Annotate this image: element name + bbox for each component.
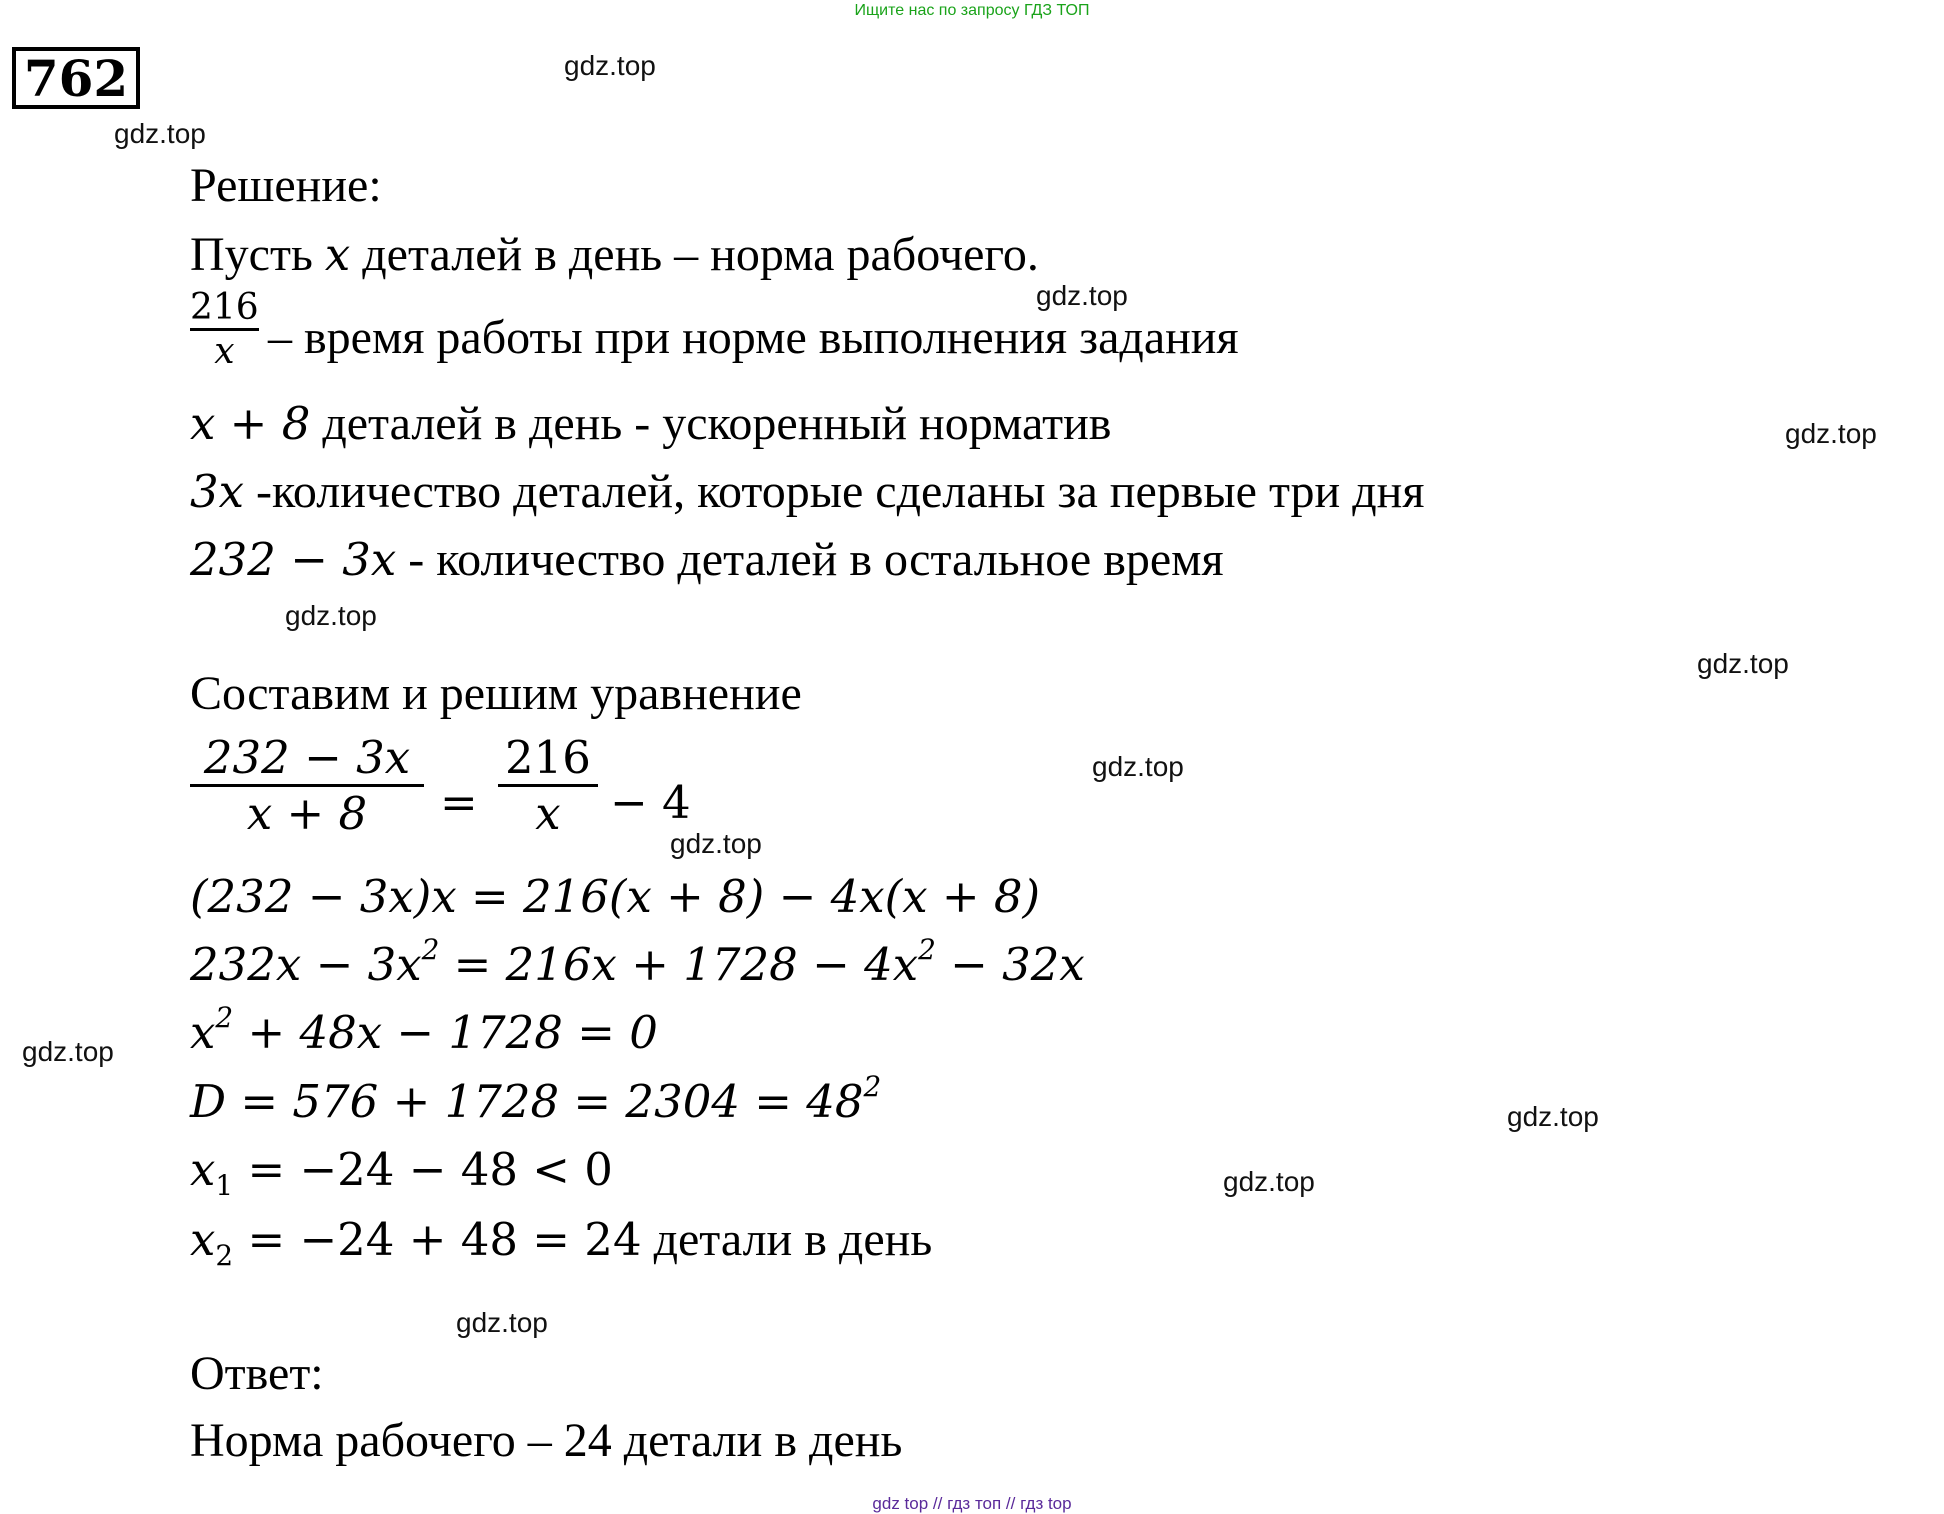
watermark: gdz.top — [285, 600, 377, 631]
answer-text: Норма рабочего – 24 детали в день — [190, 1414, 903, 1467]
watermark: gdz.top — [1092, 751, 1184, 782]
watermark: gdz.top — [22, 1036, 114, 1067]
solution-line-2: – время работы при норме выполнения задания — [268, 311, 1239, 364]
watermark: gdz.top — [114, 118, 206, 149]
solution-line-5: 232 − 3x - количество деталей в остальное время — [190, 533, 1224, 586]
time-fraction: 216 x — [190, 287, 259, 372]
top-hint: Ищите нас по запросу ГДЗ ТОП — [854, 2, 1090, 19]
discriminant: $D = 576 + 1728 = 2304 = 48^2$ — [190, 1070, 882, 1128]
task-number: 762 — [12, 47, 140, 109]
equation-step-1: (232 − 3x)x = 216(x + 8) − 4x(x + 8) — [190, 870, 1041, 923]
left-fraction: 232 − 3x x + 8 — [190, 731, 424, 840]
watermark: gdz.top — [1036, 280, 1128, 311]
watermark: gdz.top — [564, 50, 656, 81]
solution-line-3: x + 8 деталей в день - ускоренный норматив — [190, 397, 1112, 450]
solution-line-1: Пусть x деталей в день – норма рабочего. — [190, 228, 1039, 281]
solution-line-4: 3x -количество деталей, которые сделаны за первые три дня — [190, 465, 1425, 518]
solution-heading: Решение: — [190, 159, 382, 212]
equation-tail: − 4 — [610, 776, 691, 829]
root-1: $x_1 = -24 - 48 < 0$ — [190, 1143, 613, 1202]
watermark: gdz.top — [670, 828, 762, 859]
footer-links[interactable]: gdz top // гдз топ // гдз top — [872, 1494, 1072, 1513]
watermark: gdz.top — [1785, 418, 1877, 449]
watermark: gdz.top — [1697, 648, 1789, 679]
watermark: gdz.top — [1507, 1101, 1599, 1132]
root-2: $x_2 = -24 + 48 = 24$ детали в день — [190, 1213, 933, 1272]
answer-heading: Ответ: — [190, 1347, 324, 1400]
equation-step-2: $232x - 3x^2 = 216x + 1728 - 4x^2 - 32x$ — [190, 933, 1085, 991]
equation-step-3: $x^2 + 48x - 1728 = 0$ — [190, 1001, 658, 1059]
equals-sign: = — [440, 776, 478, 829]
equation-heading: Составим и решим уравнение — [190, 667, 802, 720]
watermark: gdz.top — [456, 1307, 548, 1338]
watermark: gdz.top — [1223, 1166, 1315, 1197]
right-fraction: 216 x — [498, 731, 598, 840]
